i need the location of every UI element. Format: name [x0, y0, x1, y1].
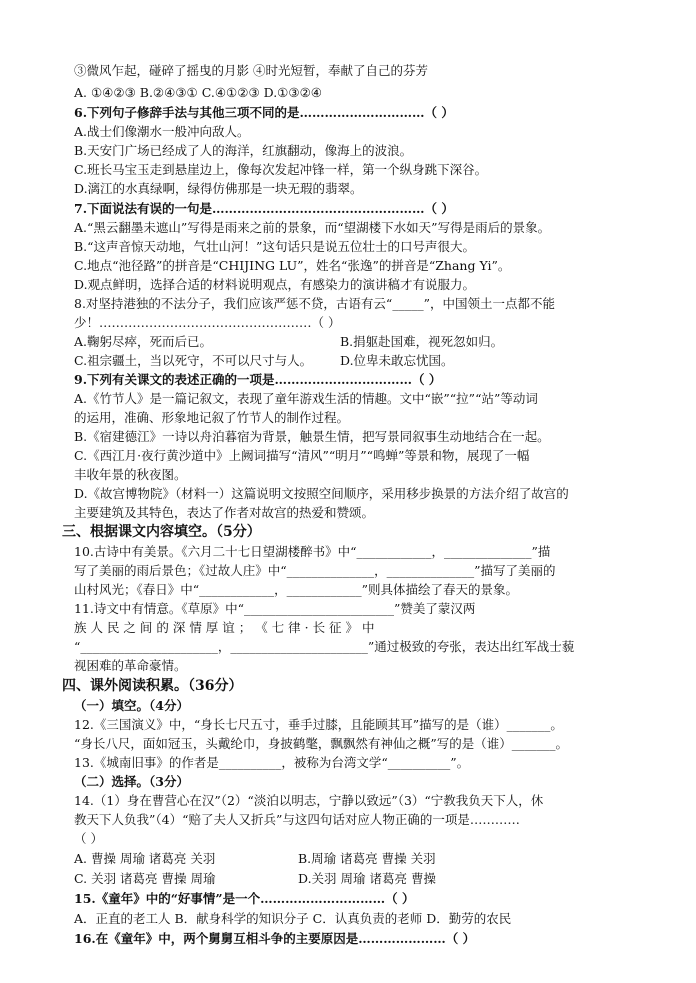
q14-option-a: A. 曹操 周瑜 诸葛亮 关羽 — [74, 851, 216, 866]
question-8: 8.对坚持港独的不法分子，我们应该严惩不贷，古语有云“_____”，中国领土一点都不能 — [74, 296, 555, 311]
question-11-cont3: 视困难的革命豪情。 — [74, 658, 187, 673]
choice-options: A. ①④②③ B.②④③① C.④①②③ D.①③②④ — [74, 85, 322, 100]
question-6: 6.下列句子修辞手法与其他三项不同的是…………………………（ ） — [74, 105, 454, 120]
q6-option-b: B.天安门广场已经成了人的海洋，红旗翻动，像海上的波浪。 — [74, 143, 413, 158]
q9-option-a-cont: 的运用，准确、形象地记叙了竹节人的制作过程。 — [74, 410, 350, 425]
q14-option-c: C. 关羽 诸葛亮 曹操 周瑜 — [74, 871, 216, 886]
option-line: ③微风乍起，碰碎了摇曳的月影 ④时光短暂，奉献了自己的芬芳 — [74, 63, 428, 78]
q9-option-d-cont: 主要建筑及其特色，表达了作者对故宫的热爱和赞颂。 — [74, 505, 375, 520]
subsection-fill: （一）填空。（4分） — [74, 698, 189, 713]
q7-option-c: C.地点“池径路”的拼音是“CHIJING LU”，姓名“张逸”的拼音是“Zhang Yi”。 — [74, 258, 511, 273]
question-10-cont2: 山村风光；《春日》中“____________，____________”则具体描绘了春天的景象。 — [74, 582, 519, 597]
question-10: 10.古诗中有美景。《六月二十七日望湖楼醉书》中“____________，______________”描 — [74, 544, 551, 559]
section-3-heading: 三、根据课文内容填空。（5分） — [62, 524, 261, 540]
question-12-cont: “身长八尺，面如冠玉，头戴纶巾，身披鹤氅，飘飘然有神仙之概”写的是（谁）_______。 — [74, 736, 569, 751]
question-12: 12.《三国演义》中，“身长七尺五寸，垂手过膝，且能顾其耳”描写的是（谁）_______。 — [74, 717, 563, 732]
question-14-paren: （ ） — [74, 831, 103, 846]
question-8-cont: 少！……………………………………………（ ） — [74, 315, 341, 330]
q6-option-c: C.班长马宝玉走到悬崖边上，像每次发起冲锋一样，第一个纵身跳下深谷。 — [74, 162, 488, 177]
q9-option-c-cont: 丰收年景的秋夜图。 — [74, 467, 187, 482]
question-7: 7.下面说法有误的一句是……………………………………………（ ） — [74, 201, 454, 216]
q8-option-d: D.位卑未敢忘忧国。 — [340, 353, 454, 368]
q9-option-a: A.《竹节人》是一篇记叙文，表现了童年游戏生活的情趣。文中“嵌”“拉”“站”等动词 — [74, 391, 538, 406]
question-11-cont: 族 人 民 之 间 的 深 情 厚 谊 ； 《 七 律 · 长 征 》 中 — [74, 620, 375, 635]
question-16: 16.在《童年》中，两个舅舅互相斗争的主要原因是…………………（ ） — [74, 931, 476, 946]
q9-option-d: D.《故宫博物院》（材料一）这篇说明文按照空间顺序，采用移步换景的方法介绍了故宫的 — [74, 486, 569, 501]
question-13: 13.《城南旧事》的作者是__________，被称为台湾文学“__________”。 — [74, 755, 470, 770]
q8-option-c: C.祖宗疆土，当以死守，不可以尺寸与人。 — [74, 353, 313, 368]
question-15: 15.《童年》中的“好事情”是一个…………………………（ ） — [74, 891, 415, 906]
q6-option-a: A.战士们像潮水一般冲向敌人。 — [74, 124, 250, 139]
q7-option-b: B.“这声音惊天动地，气壮山河！”这句话只是说五位壮士的口号声很大。 — [74, 239, 475, 254]
q6-option-d: D.漓江的水真绿啊，绿得仿佛那是一块无瑕的翡翠。 — [74, 181, 363, 196]
question-14: 14.（1）身在曹营心在汉”（2）“淡泊以明志，宁静以致远”（3）“宁教我负天下人，休 — [74, 793, 544, 808]
question-9: 9.下列有关课文的表述正确的一项是……………………………（ ） — [74, 372, 442, 387]
question-11: 11.诗文中有情意。《草原》中“________________________”赞美了蒙汉两 — [74, 601, 476, 616]
q14-option-d: D.关羽 周瑜 诸葛亮 曹操 — [298, 871, 436, 886]
q9-option-c: C.《西江月·夜行黄沙道中》上阙词描写“清风”“明月”“鸣蝉”等景和物，展现了一幅 — [74, 448, 530, 463]
question-10-cont: 写了美丽的雨后景色；《过故人庄》中“______________，______________”描写了美丽的 — [74, 563, 556, 578]
q9-option-b: B.《宿建德江》一诗以舟泊暮宿为背景，触景生情，把写景同叙事生动地结合在一起。 — [74, 429, 550, 444]
q7-option-d: D.观点鲜明，选择合适的材料说明观点，有感染力的演讲稿才有说服力。 — [74, 277, 476, 292]
q8-option-a: A.鞠躬尽瘁，死而后已。 — [74, 334, 213, 349]
question-11-cont2: “______________________，______________________”通过极致的夸张，表达出红军战士藐 — [74, 639, 575, 654]
question-14-cont: 教天下人负我”（4）“赔了夫人又折兵”与这四句话对应人物正确的一项是………… — [74, 812, 520, 827]
section-4-heading: 四、课外阅读积累。（36分） — [62, 678, 243, 694]
q14-option-b: B.周瑜 诸葛亮 曹操 关羽 — [298, 851, 436, 866]
q7-option-a: A.“黑云翻墨未遮山”写得是雨来之前的景象，而“望湖楼下水如天”写得是雨后的景象。 — [74, 220, 551, 235]
subsection-choice: （二）选择。（3分） — [74, 774, 189, 789]
q15-options: A．正直的老工人 B．献身科学的知识分子 C．认真负责的老师 D．勤劳的农民 — [74, 911, 512, 926]
q8-option-b: B.捐躯赴国难，视死忽如归。 — [340, 334, 504, 349]
